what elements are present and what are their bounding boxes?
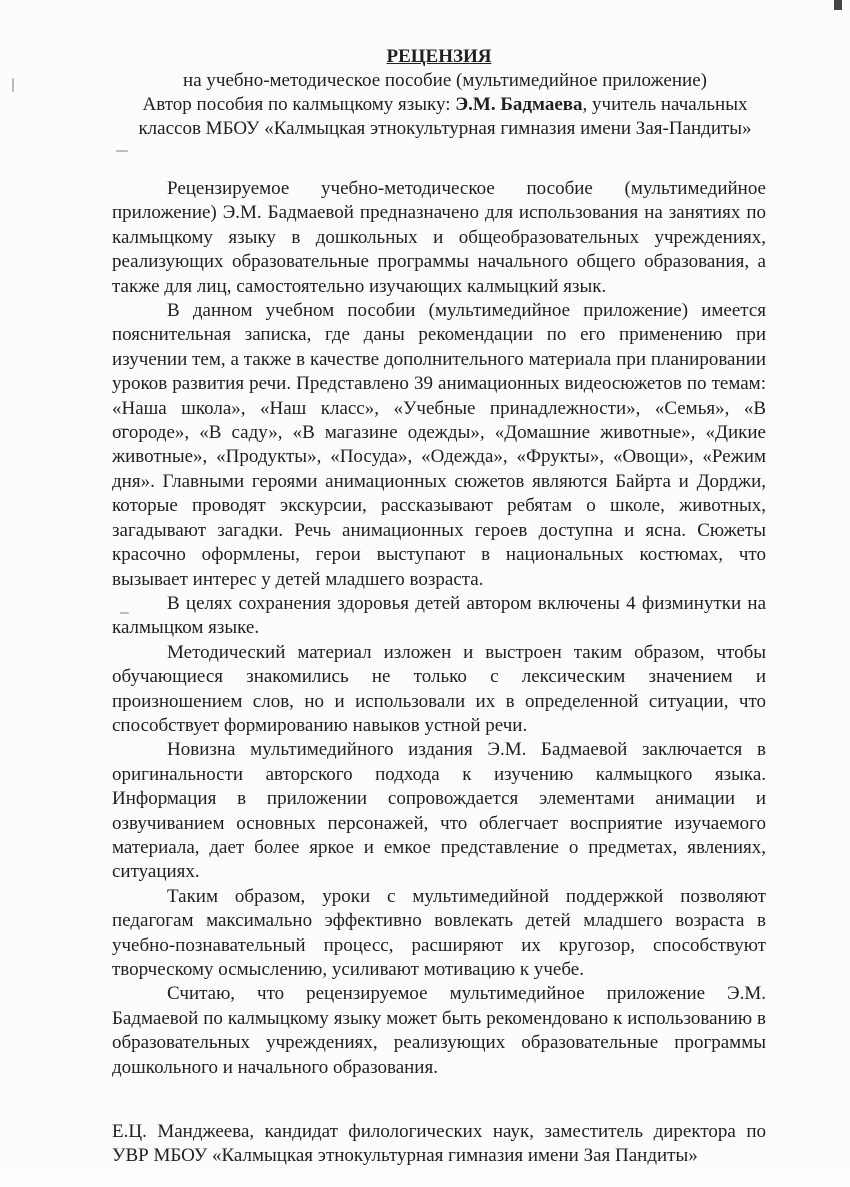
scan-corner-mark <box>834 0 842 10</box>
subtitle-author-suffix: , учитель начальных классов МБОУ «Калмыцкая этнокультурная гимназия имени Зая-Пандиты» <box>138 94 752 139</box>
reviewer-signature: Е.Ц. Манджеева, кандидат филологических наук, заместитель директора по УВР МБОУ «Калмыцкая этнокультурная гимназия имени Зая Пандиты» <box>112 1121 766 1167</box>
subtitle-author-prefix: Автор пособия по калмыцкому языку: <box>142 94 456 115</box>
paragraph: В целях сохранения здоровья детей автором включены 4 физминутки на калмыцком языке. <box>112 592 766 639</box>
subtitle-line-1: на учебно-методическое пособие (мультимедийное приложение) <box>183 70 707 91</box>
paragraph: Новизна мультимедийного издания Э.М. Бадмаевой заключается в оригинальности авторского подхода к изучению калмыцкого языка. Информация в приложении сопровождается элементами анимации и озвучиванием основных персонажей, что облегчает восприятие изучаемого материала, дает более яркое и емкое представление о предметах, явлениях, ситуациях. <box>112 739 766 883</box>
paragraph: Считаю, что рецензируемое мультимедийное приложение Э.М. Бадмаевой по калмыцкому языку может быть рекомендовано к использованию в образовательных учреждениях, реализующих образовательные программы дошкольного и начального образования. <box>112 983 766 1078</box>
paragraph: Методический материал изложен и выстроен таким образом, чтобы обучающиеся знакомились не только с лексическим значением и произношением слов, но и использовали их в определенной ситуации, что способствует формированию навыков устной речи. <box>112 641 766 736</box>
review-body <box>112 177 766 1080</box>
document-title: РЕЦЕНЗИЯ <box>386 46 492 67</box>
paragraph: В данном учебном пособии (мультимедийное приложение) имеется пояснительная записка, где даны рекомендации по его применению при изучении тем, а также в качестве дополнительного материала при планировании уроков развития речи. Представлено 39 анимационных видеосюжетов по темам: «Наша школа», «Наш класс», «Учебные принадлежности», «Семья», «В огороде», «В саду», «В магазине одежды», «Домашние животные», «Дикие животные», «Продукты», «Посуда», «Одежда», «Фрукты», «Овощи», «Режим дня». Главными героями анимационных сюжетов являются Байрта и Дорджи, которые проводят экскурсии, рассказывают ребятам о школе, животных, загадывают загадки. Речь анимационных героев доступна и ясна. Сюжеты красочно оформлены, герои выступают в национальных костюмах, что вызывает интерес у детей младшего возраста. <box>112 300 766 590</box>
paragraph: Таким образом, уроки с мультимедийной поддержкой позволяют педагогам максимально эффективно вовлекать детей младшего возраста в учебно-познавательный процесс, расширяют их кругозор, способствуют творческому осмыслению, усиливают мотивацию к учебе. <box>112 885 766 980</box>
paragraph: Рецензируемое учебно-методическое пособие (мультимедийное приложение) Э.М. Бадмаевой предназначено для использования на занятиях по калмыцкому языку в дошкольных и общеобразовательных учреждениях, реализующих образовательные программы начального общего образования, а также для лиц, самостоятельно изучающих калмыцкий язык. <box>112 178 766 297</box>
review-document <box>112 45 766 1187</box>
scan-speck <box>12 78 14 92</box>
document-subtitle <box>112 69 766 141</box>
subtitle-author-name: Э.М. Бадмаева <box>455 94 583 115</box>
